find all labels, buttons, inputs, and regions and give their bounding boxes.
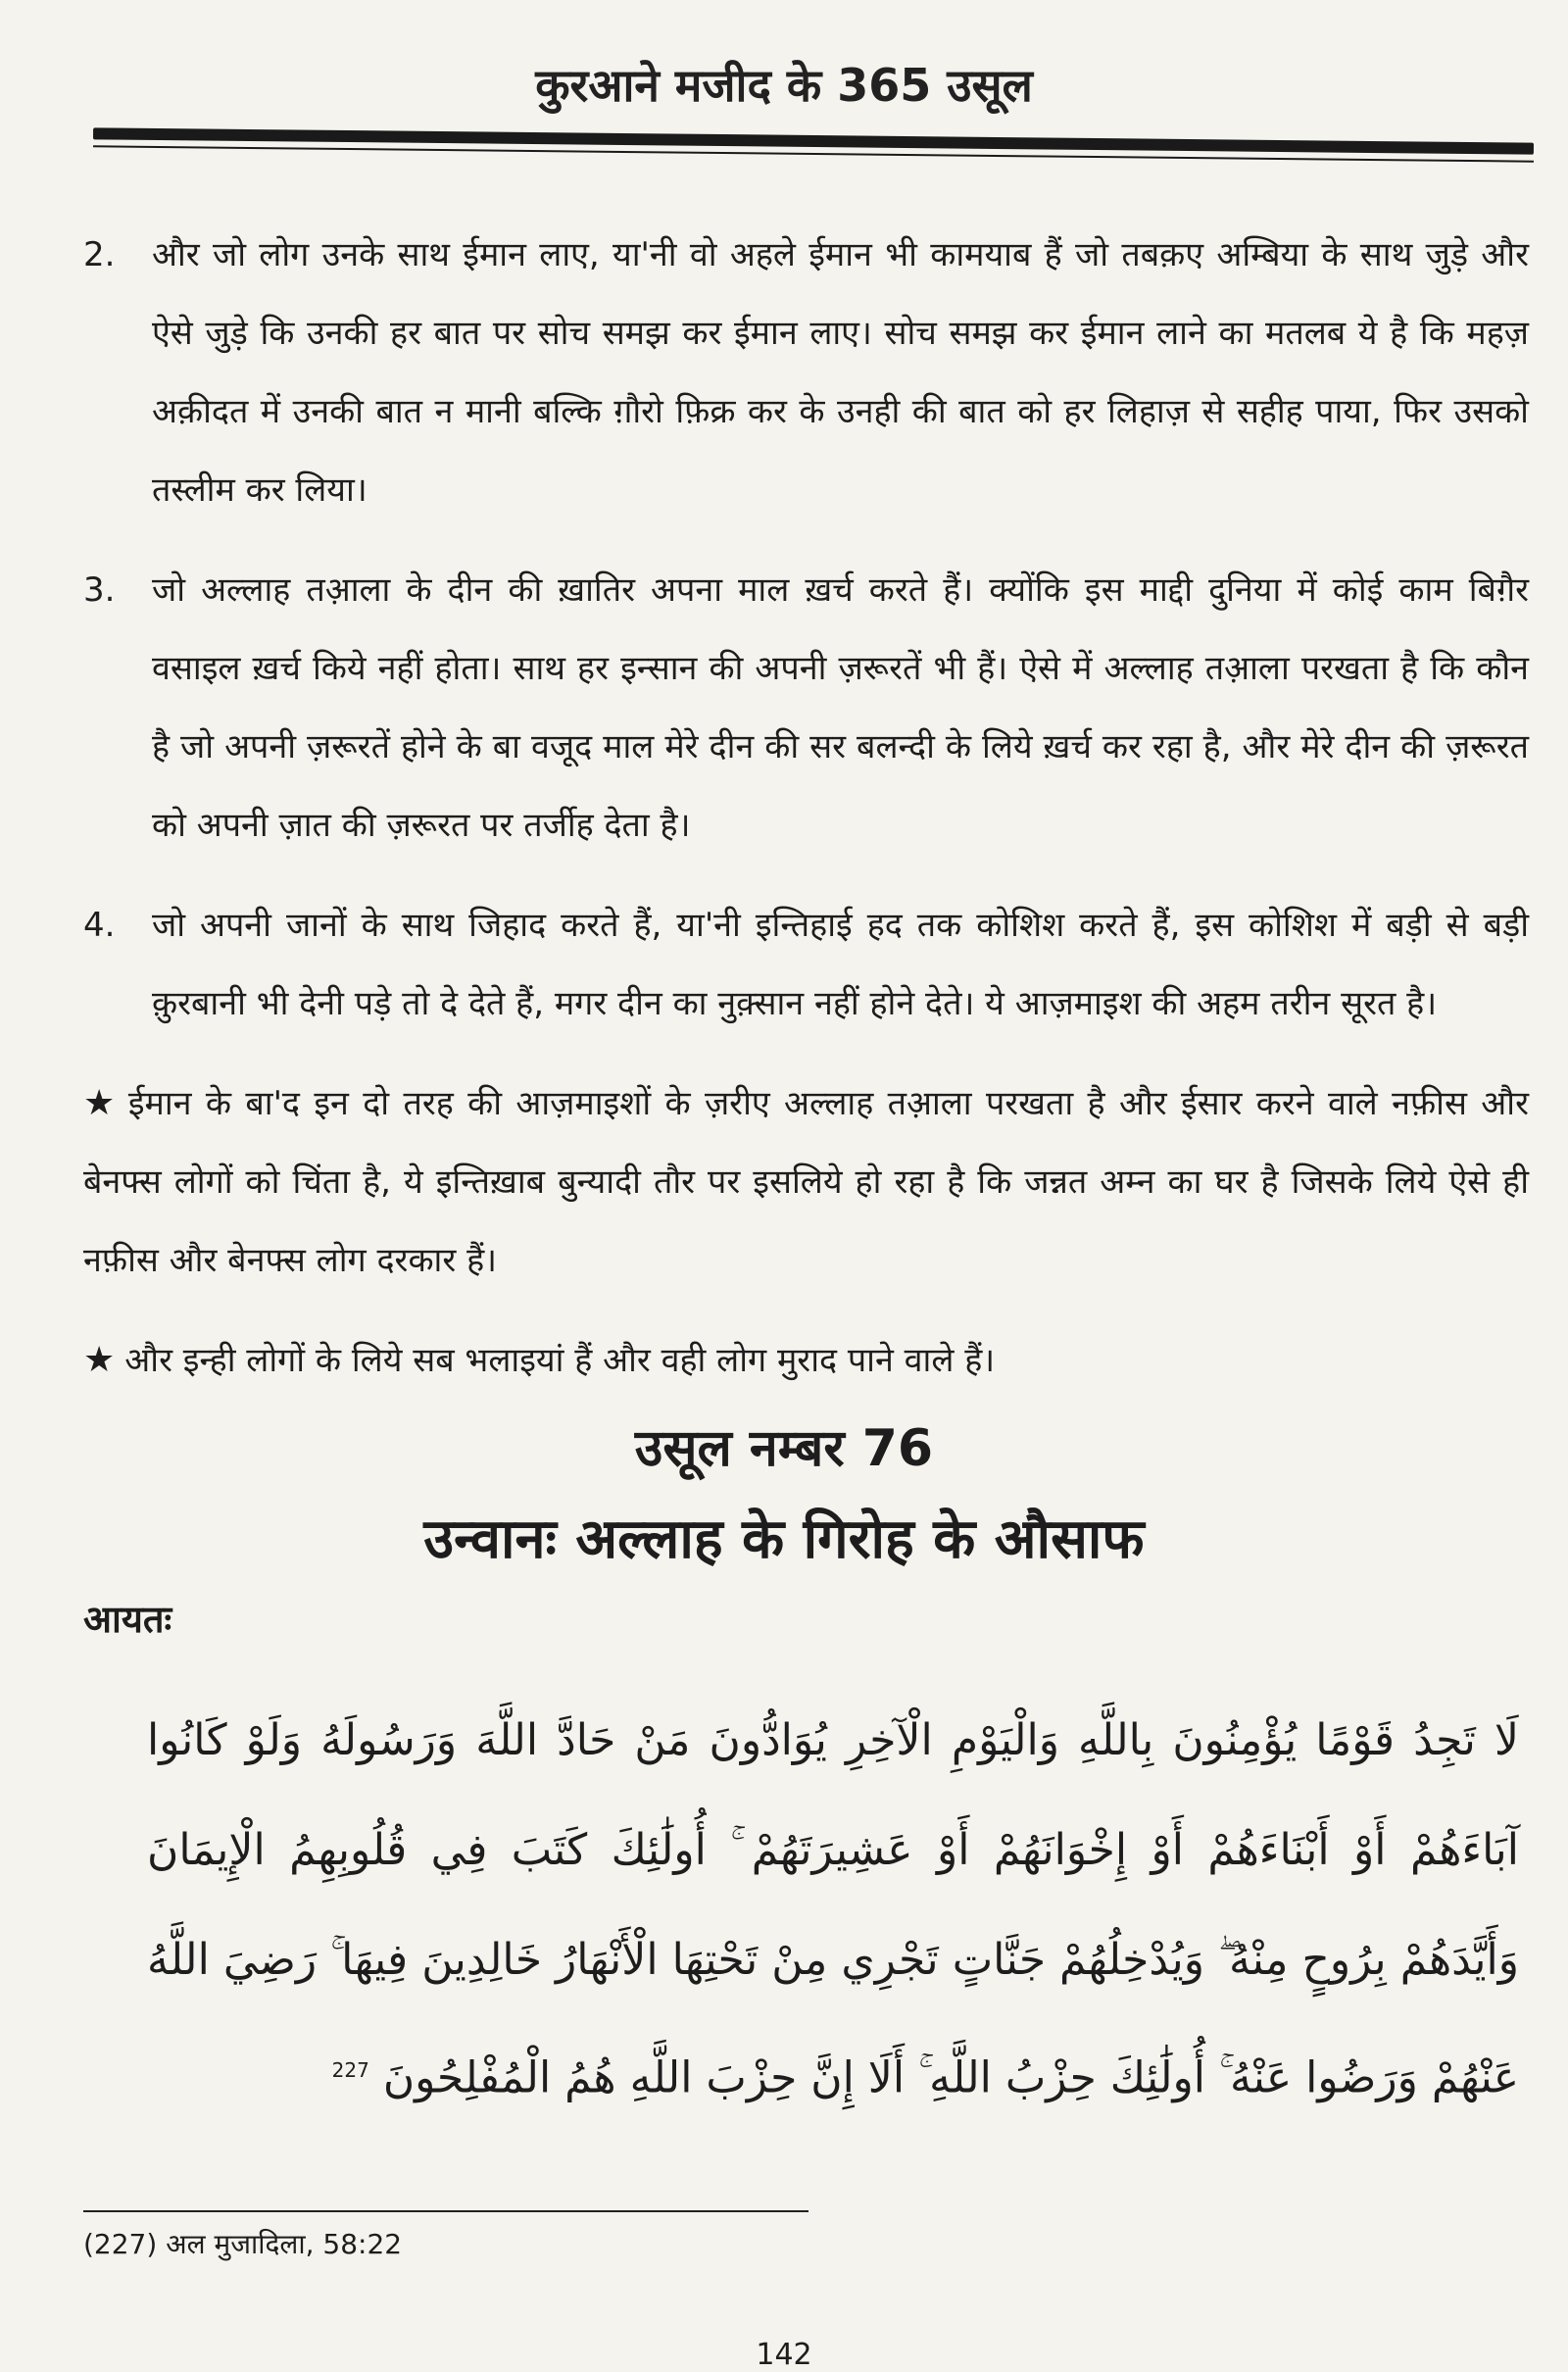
- arabic-verse: [147, 1686, 1519, 2134]
- star-icon: ★: [83, 1083, 119, 1123]
- item-number: 4.: [83, 906, 116, 945]
- star-paragraph: [83, 1321, 1529, 1400]
- item-number: 3.: [83, 570, 116, 610]
- ayat-label: आयतः: [83, 1598, 172, 1641]
- star-paragraph-text: और इन्ही लोगों के लिये सब भलाइयां हैं और वही लोग मुराद पाने वाले हैं।: [124, 1341, 996, 1380]
- footnote-rule: [83, 2210, 808, 2212]
- item-number: 2.: [83, 235, 116, 274]
- footnote: (227) अल मुजादिला, 58:22: [83, 2228, 403, 2260]
- running-header: कुरआने मजीद के 365 उसूल: [535, 59, 1033, 112]
- section-number-heading: उसूल नम्बर 76: [634, 1419, 934, 1478]
- item-text: जो अल्लाह तआ़ला के दीन की ख़ातिर अपना माल ख़र्च करते हैं। क्योंकि इस माद्दी दुनिया में कोई काम बिग़ैर वसाइल ख़र्च किये नहीं होता। साथ हर इन्सान की अपनी ज़रूरतें भी हैं। ऐसे में अल्लाह तआ़ला परखता है कि कौन है जो अपनी ज़रूरतें होने के बा वजूद माल मेरे दीन की सर बलन्दी के लिये ख़र्च कर रहा है, और मेरे दीन की ज़रूरत को अपनी ज़ात की ज़रूरत पर तर्जीह देता है।: [152, 570, 1529, 845]
- list-item: [83, 216, 1529, 529]
- list-item: [83, 551, 1529, 865]
- item-text: जो अपनी जानों के साथ जिहाद करते हैं, या'नी इन्तिहाई हद तक कोशिश करते हैं, इस कोशिश में बड़ी से बड़ी क़ुरबानी भी देनी पड़े तो दे देते हैं, मगर दीन का नुक़्सान नहीं होने देते। ये आज़माइश की अहम तरीन सूरत है।: [152, 906, 1529, 1023]
- star-paragraph-text: ईमान के बा'द इन दो तरह की आज़माइशों के ज़रीए अल्लाह तआ़ला परखता है और ईसार करने वाले नफ़ीस और बेनफ्स लोगों को चिंता है, ये इन्तिख़ाब बुन्यादी तौर पर इसलिये हो रहा है कि जन्नत अम्न का घर है जिसके लिये ऐसे ही नफ़ीस और बेनफ्स लोग दरकार हैं।: [83, 1084, 1529, 1280]
- star-icon: ★: [83, 1340, 116, 1380]
- item-text: और जो लोग उनके साथ ईमान लाए, या'नी वो अहले ईमान भी कामयाब हैं जो तबक़ए अम्बिया के साथ जुड़े और ऐसे जुड़े कि उनकी हर बात पर सोच समझ कर ईमान लाए। सोच समझ कर ईमान लाने का मतलब ये है कि महज़ अक़ीदत में उनकी बात न मानी बल्कि ग़ौरो फ़िक्र कर के उनही की बात को हर लिहाज़ से सहीह पाया, फिर उसको तस्लीम कर लिया।: [152, 235, 1529, 510]
- header-rule: [93, 127, 1534, 154]
- footnote-reference: 227: [331, 2058, 369, 2082]
- main-text: [83, 216, 1529, 1421]
- list-item: [83, 886, 1529, 1043]
- section-title: उन्वानः अल्लाह के गिरोह के औसाफ: [423, 1507, 1145, 1571]
- arabic-verse-text: لَا تَجِدُ قَوْمًا يُؤْمِنُونَ بِاللَّهِ وَالْيَوْمِ الْآخِرِ يُوَادُّونَ مَنْ حَادَّ اللَّهَ وَرَسُولَهُ وَلَوْ كَانُوا آبَاءَهُمْ أَوْ أَبْنَاءَهُمْ أَوْ إِخْوَانَهُمْ أَوْ عَشِيرَتَهُمْ ۚ أُولَٰئِكَ كَتَبَ فِي قُلُوبِهِمُ الْإِيمَانَ وَأَيَّدَهُمْ بِرُوحٍ مِنْهُ ۖ وَيُدْخِلُهُمْ جَنَّاتٍ تَجْرِي مِنْ تَحْتِهَا الْأَنْهَارُ خَالِدِينَ فِيهَا ۚ رَضِيَ اللَّهُ عَنْهُمْ وَرَضُوا عَنْهُ ۚ أُولَٰئِكَ حِزْبُ اللَّهِ ۚ أَلَا إِنَّ حِزْبَ اللَّهِ هُمُ الْمُفْلِحُونَ: [147, 1715, 1519, 2103]
- star-paragraph: [83, 1064, 1529, 1300]
- page-number: 142: [756, 2338, 812, 2372]
